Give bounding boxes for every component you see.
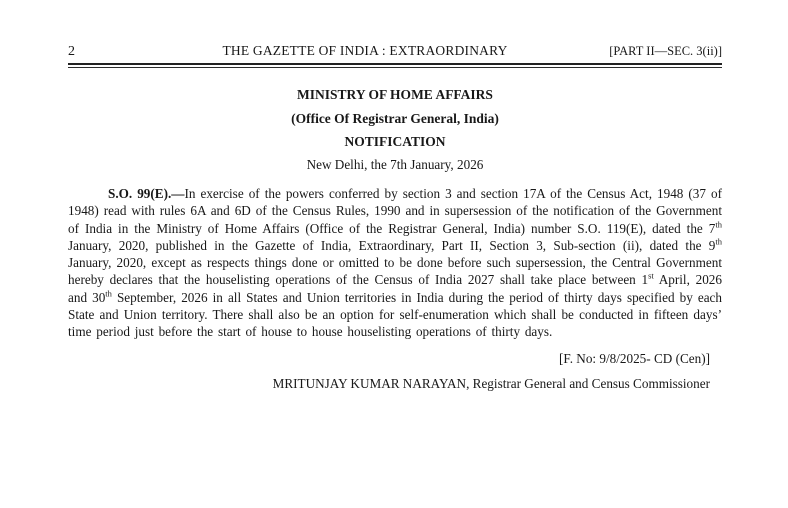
office-subheading: (Office Of Registrar General, India) xyxy=(291,111,499,126)
so-number-lead: S.O. 99(E).— xyxy=(108,186,185,201)
paragraph-text-run: In exercise of the powers conferred by section 3 and section 17A of the Census Act, 1948 (37 of 1948) read with rules 6A and 6D of the Census Rules, 1990 and in supersession of the notification of the Government of India in the Ministry of Home Affairs (Office of the Registrar General, India) number S.O. 119(E), dated the 7 xyxy=(68,186,723,236)
paragraph-text-run: April, 2026 and 30 xyxy=(68,272,722,305)
notification-heading: NOTIFICATION xyxy=(344,134,446,149)
paragraph-text-run: September, 2026 in all States and Union territories in India during the period of thirty days specified by each State and Union territory. There shall also be an option for self-enumeration which shall be conducted in fifteen days’ time period just before the start of house to house houselisting operations of thirty days. xyxy=(68,289,722,340)
running-header xyxy=(68,44,722,59)
ordinal-superscript: th xyxy=(715,236,722,247)
notification-body-paragraph xyxy=(68,185,722,341)
header-divider-rule xyxy=(68,63,722,68)
ministry-heading: MINISTRY OF HOME AFFAIRS xyxy=(297,87,493,102)
signature-line: MRITUNJAY KUMAR NARAYAN, Registrar General and Census Commissioner xyxy=(272,375,710,391)
paragraph-text-run: January, 2020, published in the Gazette of India, Extraordinary, Part II, Section 3, Sub-section (ii), dated the 9 xyxy=(68,237,716,253)
paragraph-text-run: January, 2020, except as respects things done or omitted to be done before such supersession, the Central Government hereby declares that the houselisting operations of the Census of India 2027 shall take place between 1 xyxy=(68,255,722,288)
file-number-line: [F. No: 9/8/2025- CD (Cen)] xyxy=(559,350,710,366)
page-number: 2 xyxy=(68,44,75,59)
dateline: New Delhi, the 7th January, 2026 xyxy=(306,157,484,172)
part-section-reference: [PART II—SEC. 3(ii)] xyxy=(609,44,722,58)
ordinal-superscript: th xyxy=(105,288,112,299)
ordinal-superscript: st xyxy=(648,271,654,282)
gazette-title: THE GAZETTE OF INDIA : EXTRAORDINARY xyxy=(222,43,508,58)
ordinal-superscript: th xyxy=(715,219,722,230)
